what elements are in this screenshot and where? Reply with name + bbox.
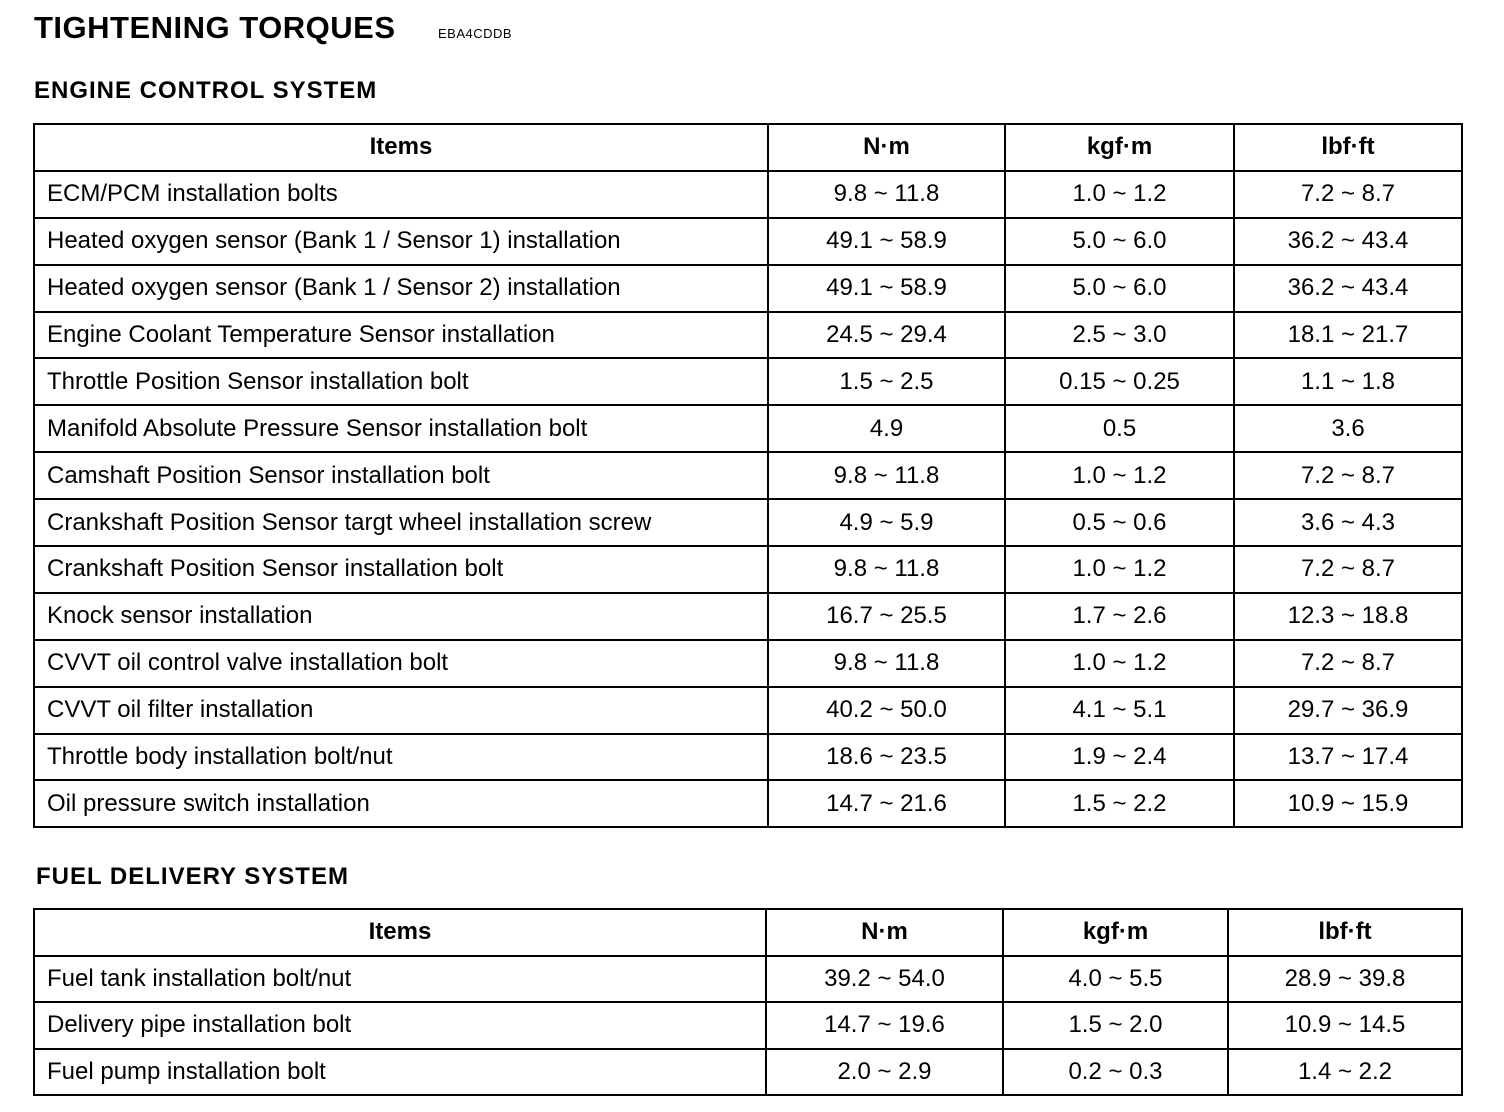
- table-row: [34, 1002, 1462, 1049]
- table-row: [34, 312, 1462, 359]
- nm-cell: 18.6 ~ 23.5: [768, 734, 1005, 781]
- item-cell: Delivery pipe installation bolt: [34, 1002, 766, 1049]
- item-cell: Manifold Absolute Pressure Sensor installation bolt: [34, 405, 768, 452]
- lbfft-cell: 28.9 ~ 39.8: [1228, 956, 1462, 1003]
- table-row: [34, 546, 1462, 593]
- table-row: [34, 499, 1462, 546]
- lbfft-cell: 36.2 ~ 43.4: [1234, 265, 1462, 312]
- nm-cell: 24.5 ~ 29.4: [768, 312, 1005, 359]
- nm-cell: 9.8 ~ 11.8: [768, 546, 1005, 593]
- item-cell: ECM/PCM installation bolts: [34, 171, 768, 218]
- item-cell: Knock sensor installation: [34, 593, 768, 640]
- table-row: [34, 452, 1462, 499]
- item-cell: CVVT oil control valve installation bolt: [34, 640, 768, 687]
- kgfm-cell: 2.5 ~ 3.0: [1005, 312, 1234, 359]
- nm-cell: 4.9: [768, 405, 1005, 452]
- table-row: [34, 640, 1462, 687]
- nm-cell: 9.8 ~ 11.8: [768, 640, 1005, 687]
- column-header-items: Items: [34, 909, 766, 956]
- item-cell: Crankshaft Position Sensor targt wheel installation screw: [34, 499, 768, 546]
- table-row: [34, 593, 1462, 640]
- item-cell: Throttle body installation bolt/nut: [34, 734, 768, 781]
- nm-cell: 4.9 ~ 5.9: [768, 499, 1005, 546]
- column-header-kgfm: kgf·m: [1005, 124, 1234, 171]
- kgfm-cell: 0.5: [1005, 405, 1234, 452]
- kgfm-cell: 1.0 ~ 1.2: [1005, 171, 1234, 218]
- kgfm-cell: 5.0 ~ 6.0: [1005, 265, 1234, 312]
- kgfm-cell: 0.15 ~ 0.25: [1005, 358, 1234, 405]
- lbfft-cell: 1.1 ~ 1.8: [1234, 358, 1462, 405]
- table-row: [34, 687, 1462, 734]
- kgfm-cell: 5.0 ~ 6.0: [1005, 218, 1234, 265]
- item-cell: Oil pressure switch installation: [34, 780, 768, 827]
- kgfm-cell: 1.7 ~ 2.6: [1005, 593, 1234, 640]
- table-row: [34, 956, 1462, 1003]
- kgfm-cell: 0.5 ~ 0.6: [1005, 499, 1234, 546]
- engine-control-section-title: ENGINE CONTROL SYSTEM: [34, 77, 378, 104]
- column-header-kgfm: kgf·m: [1003, 909, 1228, 956]
- nm-cell: 39.2 ~ 54.0: [766, 956, 1003, 1003]
- item-cell: Camshaft Position Sensor installation bolt: [34, 452, 768, 499]
- column-header-nm: N·m: [766, 909, 1003, 956]
- kgfm-cell: 1.5 ~ 2.0: [1003, 1002, 1228, 1049]
- item-cell: CVVT oil filter installation: [34, 687, 768, 734]
- nm-cell: 9.8 ~ 11.8: [768, 171, 1005, 218]
- nm-cell: 1.5 ~ 2.5: [768, 358, 1005, 405]
- item-cell: Heated oxygen sensor (Bank 1 / Sensor 1) installation: [34, 218, 768, 265]
- kgfm-cell: 1.0 ~ 1.2: [1005, 546, 1234, 593]
- table-row: [34, 265, 1462, 312]
- item-cell: Fuel pump installation bolt: [34, 1049, 766, 1096]
- nm-cell: 49.1 ~ 58.9: [768, 218, 1005, 265]
- fuel-delivery-table: [33, 908, 1463, 1096]
- lbfft-cell: 36.2 ~ 43.4: [1234, 218, 1462, 265]
- item-cell: Fuel tank installation bolt/nut: [34, 956, 766, 1003]
- item-cell: Heated oxygen sensor (Bank 1 / Sensor 2) installation: [34, 265, 768, 312]
- lbfft-cell: 12.3 ~ 18.8: [1234, 593, 1462, 640]
- table-row: [34, 405, 1462, 452]
- nm-cell: 40.2 ~ 50.0: [768, 687, 1005, 734]
- document-code: EBA4CDDB: [438, 26, 513, 41]
- lbfft-cell: 29.7 ~ 36.9: [1234, 687, 1462, 734]
- table-row: [34, 358, 1462, 405]
- fuel-delivery-section-title: FUEL DELIVERY SYSTEM: [36, 863, 349, 890]
- kgfm-cell: 4.0 ~ 5.5: [1003, 956, 1228, 1003]
- nm-cell: 2.0 ~ 2.9: [766, 1049, 1003, 1096]
- lbfft-cell: 1.4 ~ 2.2: [1228, 1049, 1462, 1096]
- lbfft-cell: 3.6: [1234, 405, 1462, 452]
- column-header-lbfft: lbf·ft: [1234, 124, 1462, 171]
- nm-cell: 49.1 ~ 58.9: [768, 265, 1005, 312]
- table-row: [34, 734, 1462, 781]
- nm-cell: 16.7 ~ 25.5: [768, 593, 1005, 640]
- lbfft-cell: 13.7 ~ 17.4: [1234, 734, 1462, 781]
- lbfft-cell: 10.9 ~ 14.5: [1228, 1002, 1462, 1049]
- table-row: [34, 171, 1462, 218]
- lbfft-cell: 3.6 ~ 4.3: [1234, 499, 1462, 546]
- lbfft-cell: 7.2 ~ 8.7: [1234, 171, 1462, 218]
- kgfm-cell: 1.0 ~ 1.2: [1005, 452, 1234, 499]
- kgfm-cell: 0.2 ~ 0.3: [1003, 1049, 1228, 1096]
- lbfft-cell: 7.2 ~ 8.7: [1234, 640, 1462, 687]
- nm-cell: 9.8 ~ 11.8: [768, 452, 1005, 499]
- kgfm-cell: 4.1 ~ 5.1: [1005, 687, 1234, 734]
- table-header-row: [34, 124, 1462, 171]
- lbfft-cell: 7.2 ~ 8.7: [1234, 546, 1462, 593]
- table-row: [34, 218, 1462, 265]
- lbfft-cell: 7.2 ~ 8.7: [1234, 452, 1462, 499]
- lbfft-cell: 18.1 ~ 21.7: [1234, 312, 1462, 359]
- item-cell: Throttle Position Sensor installation bolt: [34, 358, 768, 405]
- nm-cell: 14.7 ~ 19.6: [766, 1002, 1003, 1049]
- page-title: TIGHTENING TORQUES: [34, 10, 396, 45]
- item-cell: Engine Coolant Temperature Sensor installation: [34, 312, 768, 359]
- nm-cell: 14.7 ~ 21.6: [768, 780, 1005, 827]
- table-header-row: [34, 909, 1462, 956]
- table-row: [34, 780, 1462, 827]
- kgfm-cell: 1.9 ~ 2.4: [1005, 734, 1234, 781]
- kgfm-cell: 1.0 ~ 1.2: [1005, 640, 1234, 687]
- table-row: [34, 1049, 1462, 1096]
- column-header-nm: N·m: [768, 124, 1005, 171]
- kgfm-cell: 1.5 ~ 2.2: [1005, 780, 1234, 827]
- lbfft-cell: 10.9 ~ 15.9: [1234, 780, 1462, 827]
- item-cell: Crankshaft Position Sensor installation bolt: [34, 546, 768, 593]
- column-header-items: Items: [34, 124, 768, 171]
- column-header-lbfft: lbf·ft: [1228, 909, 1462, 956]
- engine-control-table: [33, 123, 1463, 828]
